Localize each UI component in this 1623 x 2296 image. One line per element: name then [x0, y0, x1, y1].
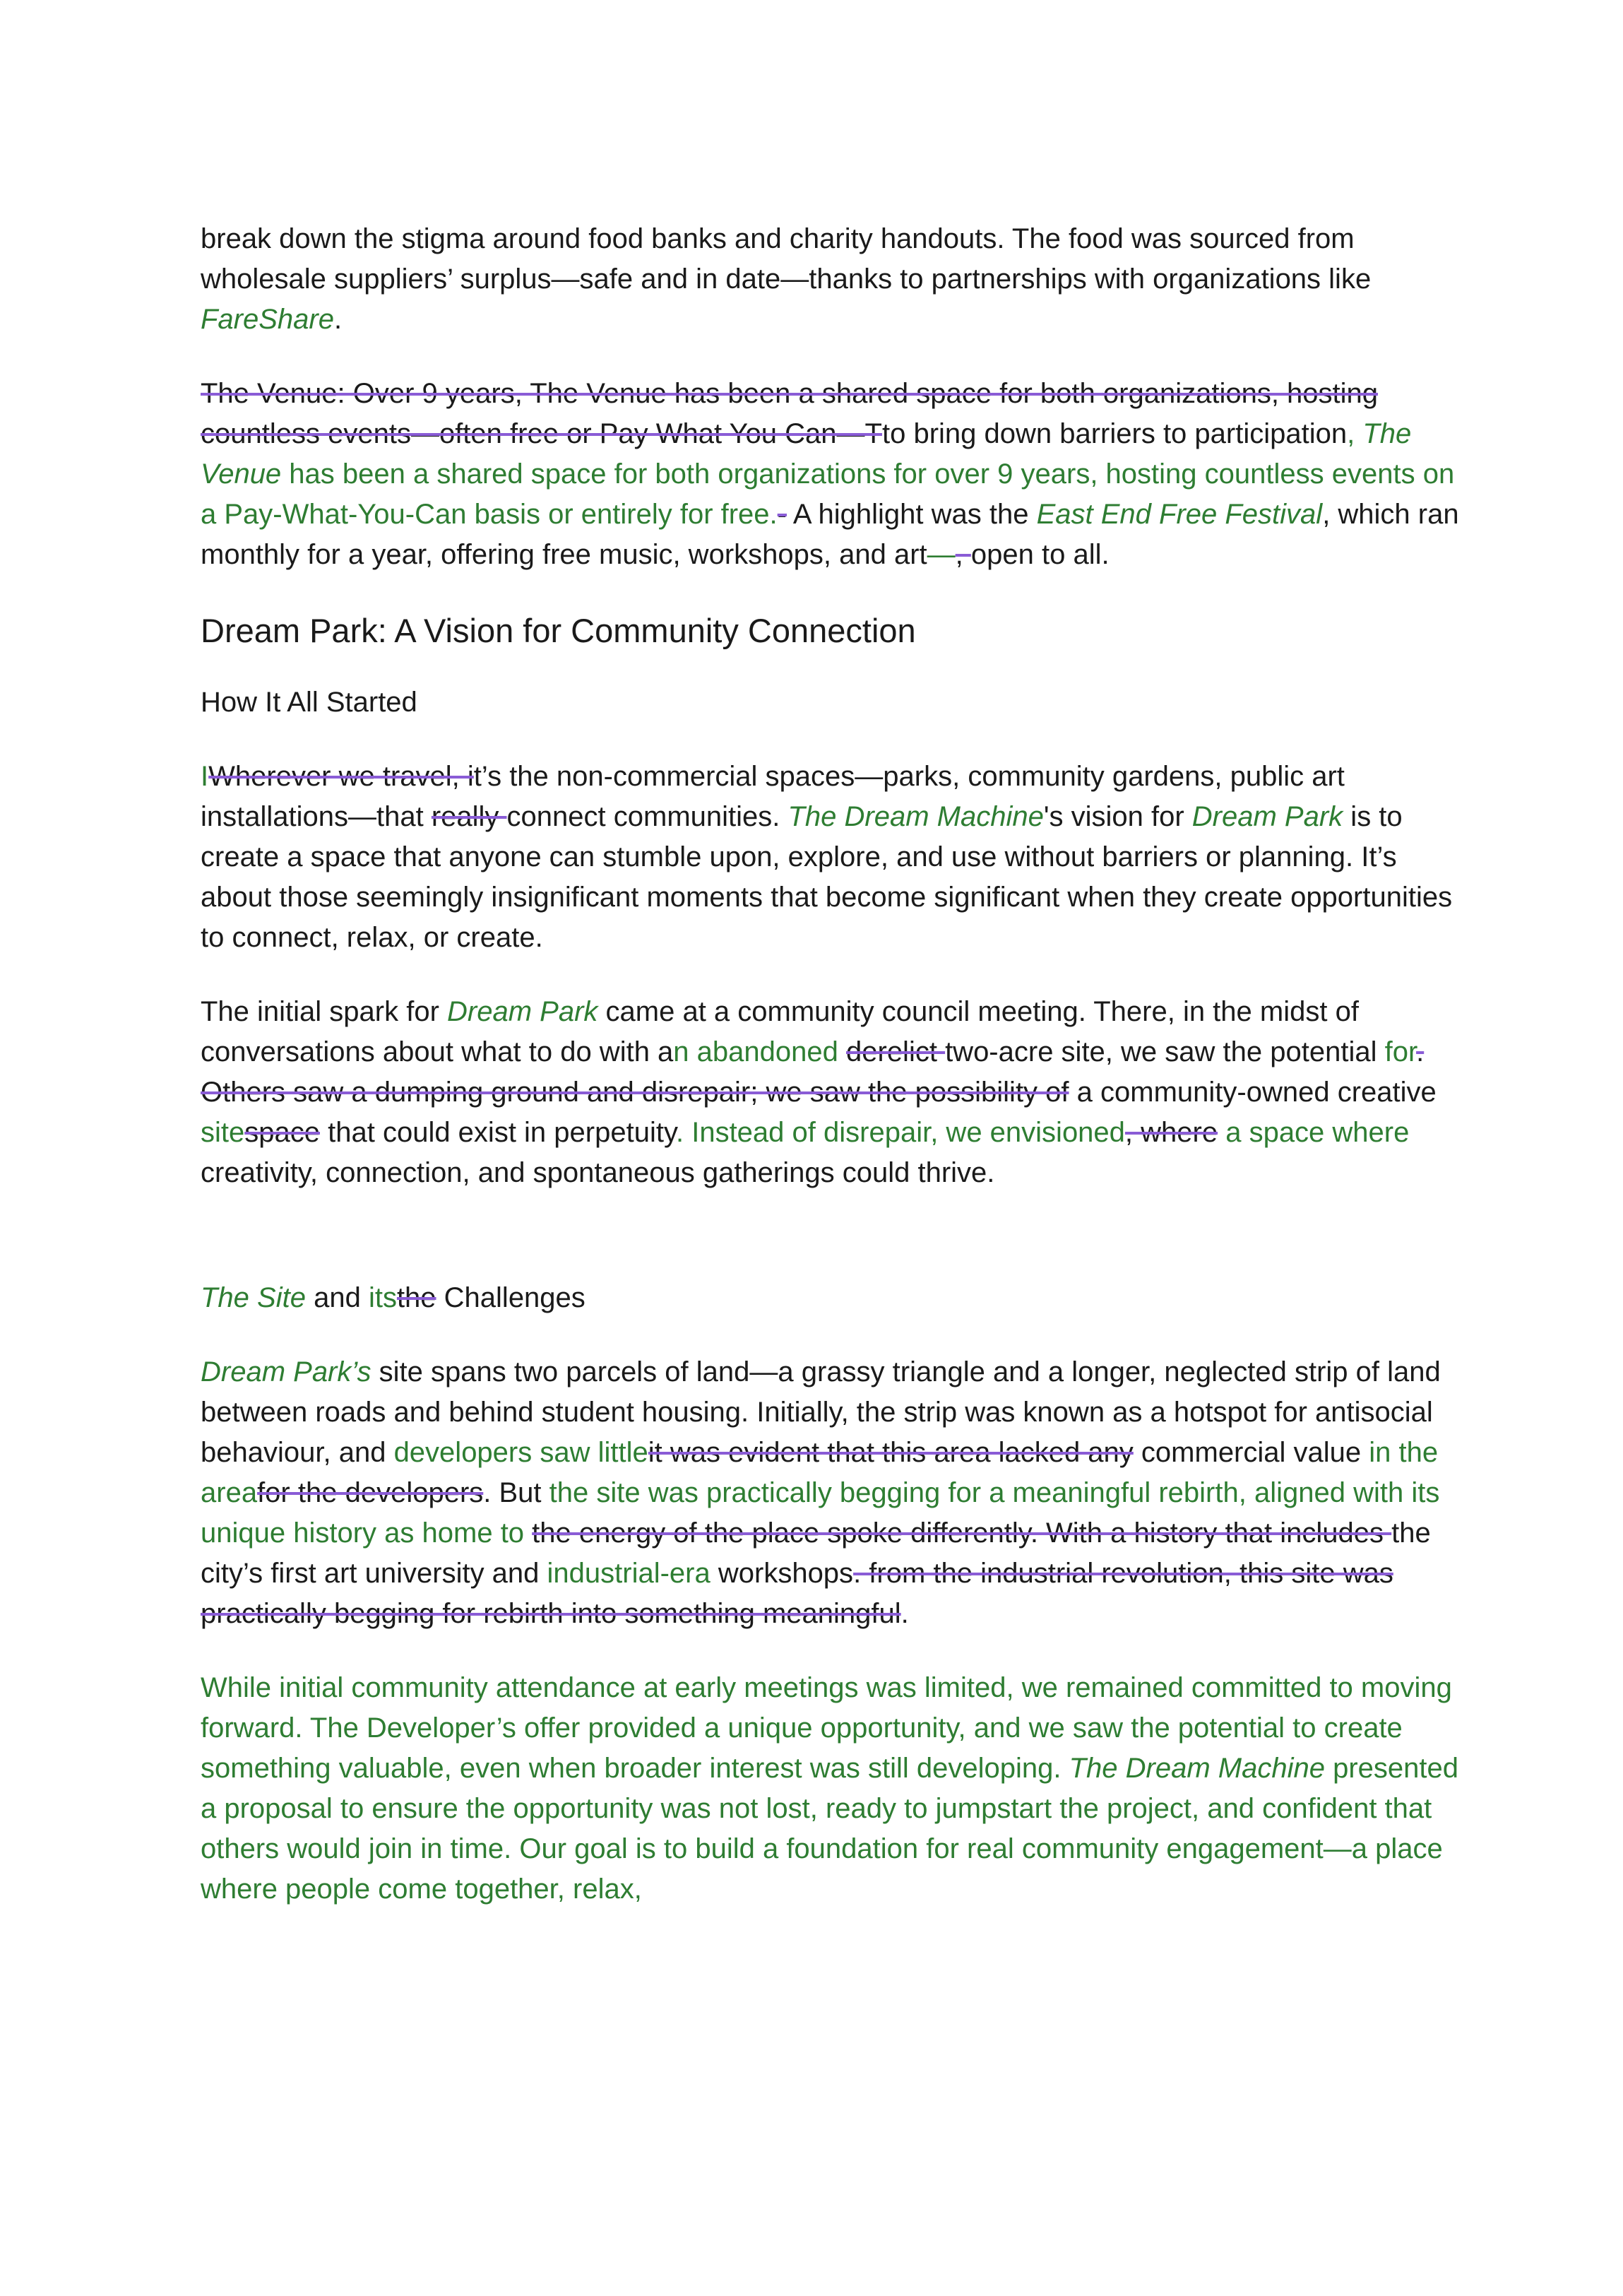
subsection-heading — [201, 682, 1465, 723]
body-paragraph — [201, 1668, 1465, 1910]
inserted-italic-text: Dream Park — [1191, 801, 1343, 832]
deleted-text: . Others saw a dumping ground and disrepair; we saw the possibility of — [201, 1036, 1425, 1108]
inserted-text: its — [368, 1282, 397, 1313]
deleted-text: space — [244, 1117, 320, 1148]
inserted-italic-text: The Venue — [201, 418, 1412, 490]
text-run: creativity, connection, and spontaneous gatherings could thrive. — [201, 1157, 995, 1188]
deleted-text: for the developers — [257, 1477, 484, 1508]
inserted-text: I — [201, 761, 209, 792]
inserted-text: While initial community attendance at early meetings was limited, we remained committed to moving forward. The Developer’s offer provided a unique opportunity, and we saw the potential to create something valuable, even when broader interest was still developing. — [201, 1672, 1452, 1784]
text-run: a community-owned creative — [1069, 1077, 1437, 1108]
inserted-text: in the area — [201, 1437, 1439, 1508]
inserted-italic-text: The Dream Machine — [787, 801, 1044, 832]
deleted-text: it was evident that this area lacked any — [648, 1437, 1134, 1468]
text-run: How It All Started — [201, 687, 417, 718]
deleted-text: the — [396, 1282, 436, 1313]
text-run: . But — [483, 1477, 549, 1508]
text-run: two-acre site, we saw the potential — [945, 1036, 1385, 1067]
body-paragraph — [201, 1352, 1465, 1634]
inserted-text: a space where — [1218, 1117, 1410, 1148]
text-run: Dream Park: A Vision for Community Connection — [201, 612, 916, 649]
deleted-text: The Venue: Over 9 years, The Venue has been a shared space for both organizations, hosting countless events—often free or Pay What You Can—T — [201, 378, 1379, 449]
body-paragraph — [201, 992, 1465, 1193]
inserted-text: , — [1347, 418, 1363, 449]
body-paragraph — [201, 219, 1465, 340]
deleted-text: really — [431, 801, 507, 832]
inserted-text: has been a shared space for both organizations for over 9 years, hosting countless events on a Pay-What-You-Can basis or entirely for free. — [201, 458, 1455, 530]
inserted-text: industrial-era — [547, 1558, 711, 1589]
text-run: commercial value — [1133, 1437, 1369, 1468]
inserted-text: presented a proposal to ensure the opportunity was not lost, ready to jumpstart the project, and confident that others would join in time. Our goal is to build a foundation for real community engagement—a place where people come together, relax, — [201, 1753, 1459, 1905]
inserted-text: n abandoned — [673, 1036, 838, 1067]
text-run — [838, 1036, 846, 1067]
text-run: Challenges — [436, 1282, 585, 1313]
inserted-italic-text: East End Free Festival — [1036, 499, 1323, 530]
body-paragraph — [201, 374, 1465, 575]
text-run: to bring down barriers to participation — [881, 418, 1348, 449]
text-run: , which ran monthly for a year, offering free music, workshops, and art — [201, 499, 1459, 570]
deleted-text: the energy of the place spoke differently. With a history that includes — [532, 1517, 1392, 1549]
inserted-italic-text: FareShare — [201, 304, 334, 335]
inserted-text: developers saw little — [393, 1437, 648, 1468]
text-run: . — [333, 304, 343, 335]
inserted-italic-text: The Dream Machine — [1069, 1753, 1325, 1784]
text-run: connect communities. — [506, 801, 788, 832]
inserted-text: site — [201, 1117, 245, 1148]
deleted-text: derelict — [846, 1036, 946, 1067]
deleted-text: . from the industrial revolution, this site was practically begging for rebirth into something meaningful — [201, 1558, 1393, 1629]
text-run: site spans two parcels of land—a grassy triangle and a longer, neglected strip of land between roads and behind student housing. Initially, the strip was known as a hotspot for antisocial behaviour, and — [201, 1356, 1441, 1468]
deleted-text: , where — [1124, 1117, 1218, 1148]
text-run: break down the stigma around food banks and charity handouts. The food was sourced from wholesale suppliers’ surplus—safe and in date—thanks to partnerships with organizations like — [201, 223, 1372, 295]
text-run: that could exist in perpetuity — [320, 1117, 676, 1148]
inserted-text: for — [1384, 1036, 1417, 1067]
deleted-text: - — [777, 499, 787, 530]
text-run: workshops — [710, 1558, 854, 1589]
text-run: and — [305, 1282, 369, 1313]
text-run: open to all. — [970, 539, 1110, 570]
section-heading — [201, 609, 1465, 653]
deleted-text: , — [955, 539, 971, 570]
subsection-heading — [201, 1278, 1465, 1318]
inserted-text: the site was practically begging for a meaningful rebirth, aligned with its unique history as home to — [201, 1477, 1440, 1549]
body-paragraph — [201, 757, 1465, 958]
inserted-italic-text: Dream Park — [447, 996, 598, 1027]
text-run — [524, 1517, 532, 1549]
text-run: A highlight was the — [787, 499, 1037, 530]
text-run: . — [900, 1598, 909, 1629]
text-run: t’s the non-commercial spaces—parks, community gardens, public art installations—that — [201, 761, 1345, 832]
text-run: is to create a space that anyone can stumble upon, explore, and use without barriers or planning. It’s about those seemingly insignificant moments that become significant when they create opportunities to connect, relax, or create. — [201, 801, 1453, 953]
inserted-text: . Instead of disrepair, we envisioned — [675, 1117, 1125, 1148]
text-run: came at a community council meeting. There, in the midst of conversations about what to do with a — [201, 996, 1359, 1067]
deleted-text: Wherever we travel, i — [208, 761, 474, 792]
inserted-italic-text: Dream Park’s — [201, 1356, 371, 1387]
inserted-italic-text: The Site — [201, 1282, 306, 1313]
text-run: the city’s first art university and — [201, 1517, 1431, 1589]
inserted-text: — — [927, 539, 956, 570]
text-run: The initial spark for — [201, 996, 448, 1027]
document-body[interactable] — [201, 219, 1465, 1943]
text-run: 's vision for — [1043, 801, 1192, 832]
